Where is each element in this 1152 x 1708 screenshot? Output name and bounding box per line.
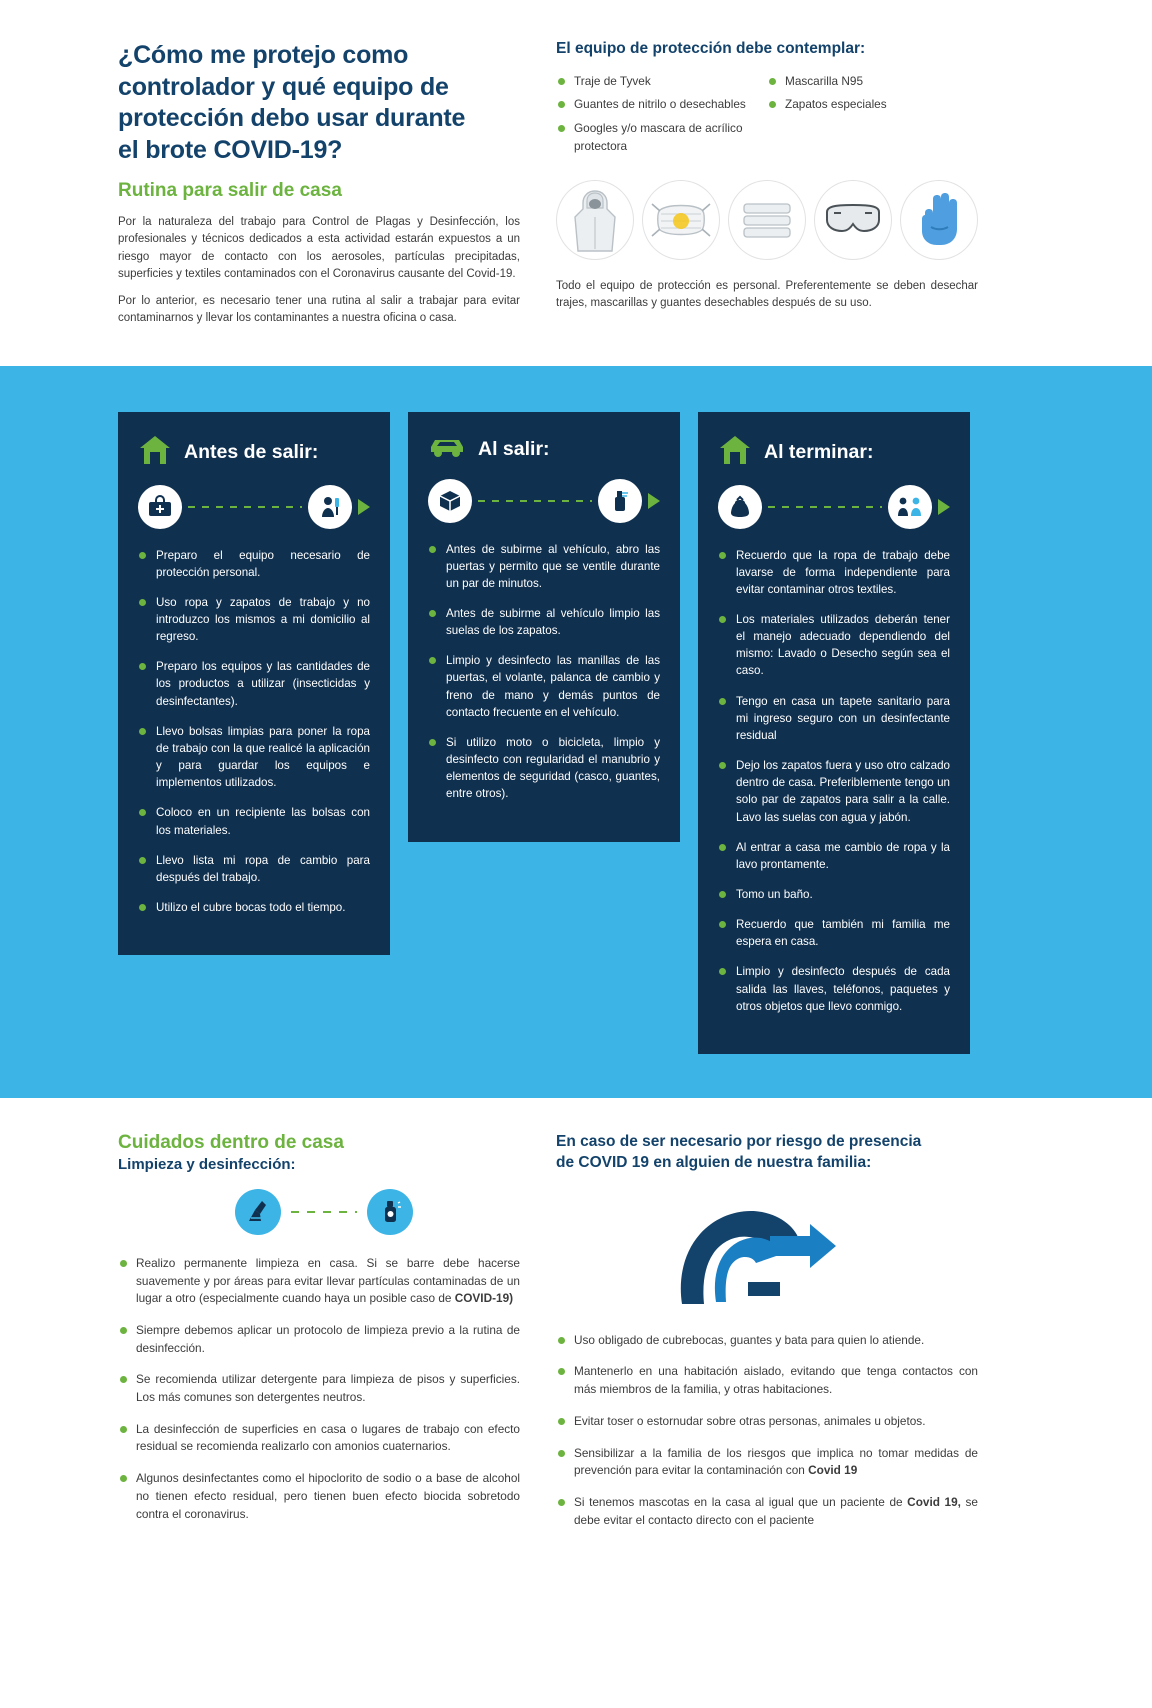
- isolation-title-line2-prefix: de: [556, 1153, 579, 1171]
- title-covid-term: COVID-19?: [213, 135, 343, 164]
- home-care-columns: [0, 1132, 1152, 1543]
- list-item: Traje de Tyvek: [556, 72, 767, 90]
- list-item: [118, 1421, 520, 1456]
- family-icon: [888, 485, 932, 529]
- home-care-subtitle: Limpieza y desinfección:: [118, 1155, 296, 1173]
- list-item: [118, 1322, 520, 1357]
- list-item-bold: Covid 19: [808, 1463, 858, 1478]
- home-care-left-column: [118, 1132, 538, 1543]
- broom-icon: [235, 1189, 281, 1235]
- list-item: Llevo lista mi ropa de cambio para después del trabajo.: [138, 852, 370, 886]
- list-item: Dejo los zapatos fuera y uso otro calzado dentro de casa. Preferiblemente tengo un solo par de zapatos para salir a la calle. Lavo las suelas con agua y jabón.: [718, 757, 950, 826]
- list-item: [556, 1363, 978, 1398]
- intro-paragraph-2: Por lo anterior, es necesario tener una rutina al salir a trabajar para evitar contaminarnos y llevar los contaminantes a nuestra oficina o casa.: [118, 295, 520, 325]
- equipment-list-left: [556, 72, 767, 155]
- kit-bag-icon: [138, 485, 182, 529]
- section-subtitle: Rutina para salir de casa: [118, 180, 342, 201]
- card-al-terminar: [698, 412, 970, 1054]
- list-item: Coloco en un recipiente las bolsas con los materiales.: [138, 804, 370, 838]
- list-item: [118, 1371, 520, 1406]
- equipment-title: El equipo de protección debe contemplar:: [556, 40, 866, 57]
- list-item-bold: COVID-19): [454, 1291, 514, 1306]
- trash-bag-icon: [718, 485, 762, 529]
- equipment-right-column: [767, 72, 978, 160]
- title-line-2: controlador y qué equipo de: [118, 72, 449, 101]
- isolation-title-line1: En caso de ser necesario por riesgo de presencia: [556, 1132, 922, 1150]
- title-line-1: ¿Cómo me protejo como: [118, 41, 409, 69]
- isolation-title: [556, 1132, 978, 1174]
- list-item: Guantes de nitrilo o desechables: [556, 95, 767, 113]
- flow-dashes: [291, 1211, 357, 1213]
- intro-left-column: [118, 40, 538, 338]
- card-header: [428, 434, 660, 465]
- list-item-text: Se recomienda utilizar detergente para limpieza de pisos y superficies. Los más comunes son detergentes neutros.: [136, 1372, 520, 1405]
- card-title: Al salir:: [478, 437, 550, 460]
- intro-paragraph-1: Por la naturaleza del trabajo para Control de Plagas y Desinfección, los profesionales y técnicos dedicados a esta actividad estarán expuestos a un riesgo mayor de contacto con los aerosoles, partículas precipitadas, superficies y textiles contaminados con el Coronavirus causante del Covid-19.: [118, 216, 520, 280]
- hazmat-suit-icon: [556, 180, 634, 260]
- list-item-text: Uso obligado de cubrebocas, guantes y bata para quien lo atiende.: [574, 1332, 925, 1347]
- isolation-title-covid: COVID 19: [578, 1153, 650, 1171]
- list-item: Uso ropa y zapatos de trabajo y no introduzco los mismos a mi domicilio al regreso.: [138, 594, 370, 645]
- list-item: Antes de subirme al vehículo, abro las puertas y permito que se ventile durante un par de minutos.: [428, 541, 660, 592]
- equipment-icon-row: [556, 180, 978, 260]
- card-items: [428, 541, 660, 803]
- title-line-4-prefix: el brote: [118, 135, 214, 164]
- safety-goggles-icon: [814, 180, 892, 260]
- spray-bottle-icon: [598, 479, 642, 523]
- list-item: Tengo en casa un tapete sanitario para mi ingreso seguro con un desinfectante residual: [718, 693, 950, 744]
- title-line-3: protección debo usar durante: [118, 104, 466, 132]
- list-item: Googles y/o mascara de acrílico protectora: [556, 119, 767, 156]
- list-item: [556, 1494, 978, 1529]
- routine-cards: [0, 412, 1152, 1054]
- list-item: [118, 1255, 520, 1308]
- home-care-section: [0, 1098, 1152, 1567]
- list-item-text: Siempre debemos aplicar un protocolo de limpieza previo a la rutina de desinfección.: [136, 1323, 520, 1355]
- list-item: Limpio y desinfecto las manillas de las puertas, el volante, palanca de cambio y freno de mano y demás puntos de contacto frecuente en el vehículo.: [428, 652, 660, 721]
- flow-dashes: [188, 506, 302, 508]
- equipment-lists: [556, 72, 978, 160]
- flow-arrow: [358, 499, 370, 515]
- equipment-left-column: [556, 72, 767, 160]
- car-icon: [428, 434, 466, 465]
- routine-section: [0, 366, 1152, 1098]
- list-item: Al entrar a casa me cambio de ropa y la lavo prontamente.: [718, 839, 950, 873]
- shoe-covers-icon: [728, 180, 806, 260]
- card-header: [138, 434, 370, 471]
- list-item: [118, 1470, 520, 1523]
- list-item: Los materiales utilizados deberán tener el manejo adecuado dependiendo del mismo: Lavado o Desecho según sea el caso.: [718, 611, 950, 680]
- list-item: Recuerdo que la ropa de trabajo debe lavarse de forma independiente para evitar contaminar otros textiles.: [718, 547, 950, 598]
- list-item: [556, 1332, 978, 1350]
- list-item: Preparo los equipos y las cantidades de los productos a utilizar (insecticidas y desinfectantes).: [138, 658, 370, 709]
- list-item-text: Mantenerlo en una habitación aislado, evitando que tenga contactos con más miembros de la familia, y otras habitaciones.: [574, 1364, 978, 1397]
- list-item: [556, 1413, 978, 1431]
- flow-arrow: [648, 493, 660, 509]
- list-item-text: Algunos desinfectantes como el hipoclorito de sodio o a base de alcohol no tienen efecto residual, pero tienen buen efecto biocida sobretodo contra el coronavirus.: [136, 1471, 520, 1521]
- intro-section: [0, 0, 1152, 366]
- intro-right-column: [538, 40, 978, 338]
- disinfectant-spray-icon: [367, 1189, 413, 1235]
- list-item-text: Realizo permanente limpieza en casa. Si se barre debe hacerse suavemente y por áreas para evitar llevar partículas contaminadas de un lugar a otro (especialmente cuando haya un posible caso de: [136, 1255, 520, 1306]
- list-item-text: La desinfección de superficies en casa o lugares de trabajo con efecto residual se recomienda realizarlo con amonios cuaternarios.: [136, 1421, 520, 1454]
- list-item-text-post: se debe evitar el contacto directo con el paciente: [574, 1494, 978, 1527]
- isolation-title-line2-suffix: en alguien de nuestra familia:: [649, 1153, 872, 1171]
- list-item: Llevo bolsas limpias para poner la ropa de trabajo con la que realicé la aplicación y para guardar los equipos e implementos utilizados.: [138, 723, 370, 792]
- cleaning-icon-row: [118, 1189, 520, 1235]
- box-icon: [428, 479, 472, 523]
- card-header: [718, 434, 950, 471]
- list-item-text: Si tenemos mascotas en la casa al igual que un paciente de: [574, 1494, 908, 1509]
- flow-dashes: [768, 506, 882, 508]
- list-item: Si utilizo moto o bicicleta, limpio y desinfecto con regularidad el manubrio y elementos de seguridad (casco, guantes, entre otros).: [428, 734, 660, 803]
- card-antes-de-salir: [118, 412, 390, 956]
- card-flow: [428, 479, 660, 523]
- card-flow: [718, 485, 950, 529]
- list-item: Antes de subirme al vehículo limpio las suelas de los zapatos.: [428, 605, 660, 639]
- isolation-items: [556, 1332, 978, 1530]
- home-care-title: Cuidados dentro de casa: [118, 1131, 344, 1153]
- list-item-text: Sensibilizar a la familia de los riesgos que implica no tomar medidas de prevención para evitar la contaminación con: [574, 1445, 978, 1478]
- list-item: Utilizo el cubre bocas todo el tiempo.: [138, 899, 370, 916]
- equipment-note: Todo el equipo de protección es personal. Preferentemente se deben desechar trajes, mascarillas y guantes desechables después de su uso.: [556, 280, 978, 310]
- list-item: Zapatos especiales: [767, 95, 978, 113]
- card-title: Antes de salir:: [184, 440, 319, 463]
- card-items: [718, 547, 950, 1015]
- list-item: Preparo el equipo necesario de protección personal.: [138, 547, 370, 581]
- house-icon: [718, 434, 752, 471]
- flow-arrow: [938, 499, 950, 515]
- patient-head-icon: [556, 1184, 978, 1314]
- person-cleaning-icon: [308, 485, 352, 529]
- card-items: [138, 547, 370, 917]
- nitrile-gloves-icon: [900, 180, 978, 260]
- n95-respirator-icon: [642, 180, 720, 260]
- home-care-right-column: [538, 1132, 978, 1543]
- card-title: Al terminar:: [764, 440, 874, 463]
- list-item-text: Evitar toser o estornudar sobre otras personas, animales u objetos.: [574, 1413, 926, 1428]
- intro-columns: [0, 40, 1152, 338]
- house-icon: [138, 434, 172, 471]
- list-item: Limpio y desinfecto después de cada salida las llaves, teléfonos, paquetes y otros objetos que llevo conmigo.: [718, 963, 950, 1014]
- list-item: Mascarilla N95: [767, 72, 978, 90]
- card-flow: [138, 485, 370, 529]
- home-care-items: [118, 1255, 520, 1523]
- equipment-list-right: [767, 72, 978, 114]
- list-item: Recuerdo que también mi familia me espera en casa.: [718, 916, 950, 950]
- page-title: [118, 40, 520, 166]
- flow-dashes: [478, 500, 592, 502]
- list-item: Tomo un baño.: [718, 886, 950, 903]
- list-item: [556, 1445, 978, 1480]
- card-al-salir: [408, 412, 680, 842]
- list-item-bold: Covid 19,: [907, 1494, 961, 1509]
